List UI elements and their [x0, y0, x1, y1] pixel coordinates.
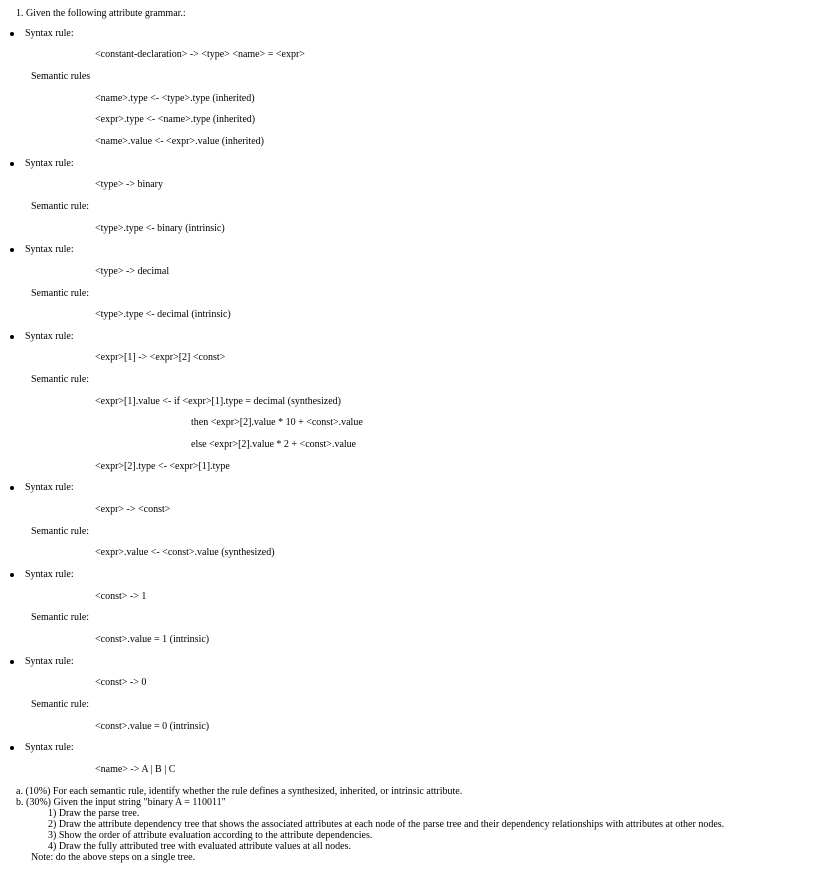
- syntax-label: Syntax rule:: [25, 331, 74, 342]
- syntax-label: Syntax rule:: [25, 158, 74, 169]
- semantic-rule: <name>.type <- <type>.type (inherited): [95, 93, 255, 104]
- list-bullet: [10, 335, 14, 339]
- question-a: a. (10%) For each semantic rule, identify whether the rule defines a synthesized, inherited, or intrinsic attribute.: [16, 786, 463, 797]
- syntax-label: Syntax rule:: [25, 244, 74, 255]
- semantic-rule: <type>.type <- binary (intrinsic): [95, 223, 225, 234]
- semantic-rule: <expr>[1].value <- if <expr>[1].type = decimal (synthesized): [95, 396, 341, 407]
- syntax-label: Syntax rule:: [25, 656, 74, 667]
- syntax-rule: <constant-declaration> -> <type> <name> = <expr>: [95, 49, 305, 60]
- syntax-label: Syntax rule:: [25, 742, 74, 753]
- syntax-rule: <const> -> 1: [95, 591, 147, 602]
- semantic-label: Semantic rule:: [31, 288, 90, 299]
- semantic-rule: <const>.value = 1 (intrinsic): [95, 634, 210, 645]
- semantic-rule: <name>.value <- <expr>.value (inherited): [95, 136, 264, 147]
- question-b: b. (30%) Given the input string "binary A = 110011": [16, 797, 226, 808]
- semantic-label: Semantic rule:: [31, 699, 90, 710]
- syntax-label: Syntax rule:: [25, 482, 74, 493]
- list-bullet: [10, 248, 14, 252]
- intro-heading: 1. Given the following attribute grammar.:: [16, 8, 186, 19]
- syntax-label: Syntax rule:: [25, 569, 74, 580]
- list-bullet: [10, 32, 14, 36]
- syntax-rule: <type> -> binary: [95, 179, 164, 190]
- list-bullet: [10, 660, 14, 664]
- list-bullet: [10, 162, 14, 166]
- semantic-label: Semantic rule:: [31, 201, 90, 212]
- semantic-label: Semantic rules: [31, 71, 91, 82]
- syntax-label: Syntax rule:: [25, 28, 74, 39]
- syntax-rule: <name> -> A | B | C: [95, 764, 176, 775]
- question-note: Note: do the above steps on a single tree.: [31, 852, 196, 863]
- syntax-rule: <type> -> decimal: [95, 266, 170, 277]
- semantic-rule: then <expr>[2].value * 10 + <const>.value: [191, 417, 363, 428]
- semantic-rule: else <expr>[2].value * 2 + <const>.value: [191, 439, 357, 450]
- list-bullet: [10, 573, 14, 577]
- semantic-rule: <expr>.value <- <const>.value (synthesized): [95, 547, 275, 558]
- semantic-label: Semantic rule:: [31, 526, 90, 537]
- syntax-rule: <const> -> 0: [95, 677, 147, 688]
- semantic-label: Semantic rule:: [31, 374, 90, 385]
- syntax-rule: <expr>[1] -> <expr>[2] <const>: [95, 352, 226, 363]
- question-step: 2) Draw the attribute dependency tree that shows the associated attributes at each node of the parse tree and their dependency relationships with attributes at other nodes.: [48, 819, 725, 830]
- syntax-rule: <expr> -> <const>: [95, 504, 171, 515]
- question-step: 1) Draw the parse tree.: [48, 808, 140, 819]
- question-step: 4) Draw the fully attributed tree with evaluated attribute values at all nodes.: [48, 841, 351, 852]
- semantic-rule: <type>.type <- decimal (intrinsic): [95, 309, 231, 320]
- question-step: 3) Show the order of attribute evaluation according to the attribute dependencies.: [48, 830, 373, 841]
- semantic-rule: <const>.value = 0 (intrinsic): [95, 721, 210, 732]
- semantic-rule: <expr>[2].type <- <expr>[1].type: [95, 461, 230, 472]
- semantic-label: Semantic rule:: [31, 612, 90, 623]
- list-bullet: [10, 486, 14, 490]
- list-bullet: [10, 746, 14, 750]
- semantic-rule: <expr>.type <- <name>.type (inherited): [95, 114, 256, 125]
